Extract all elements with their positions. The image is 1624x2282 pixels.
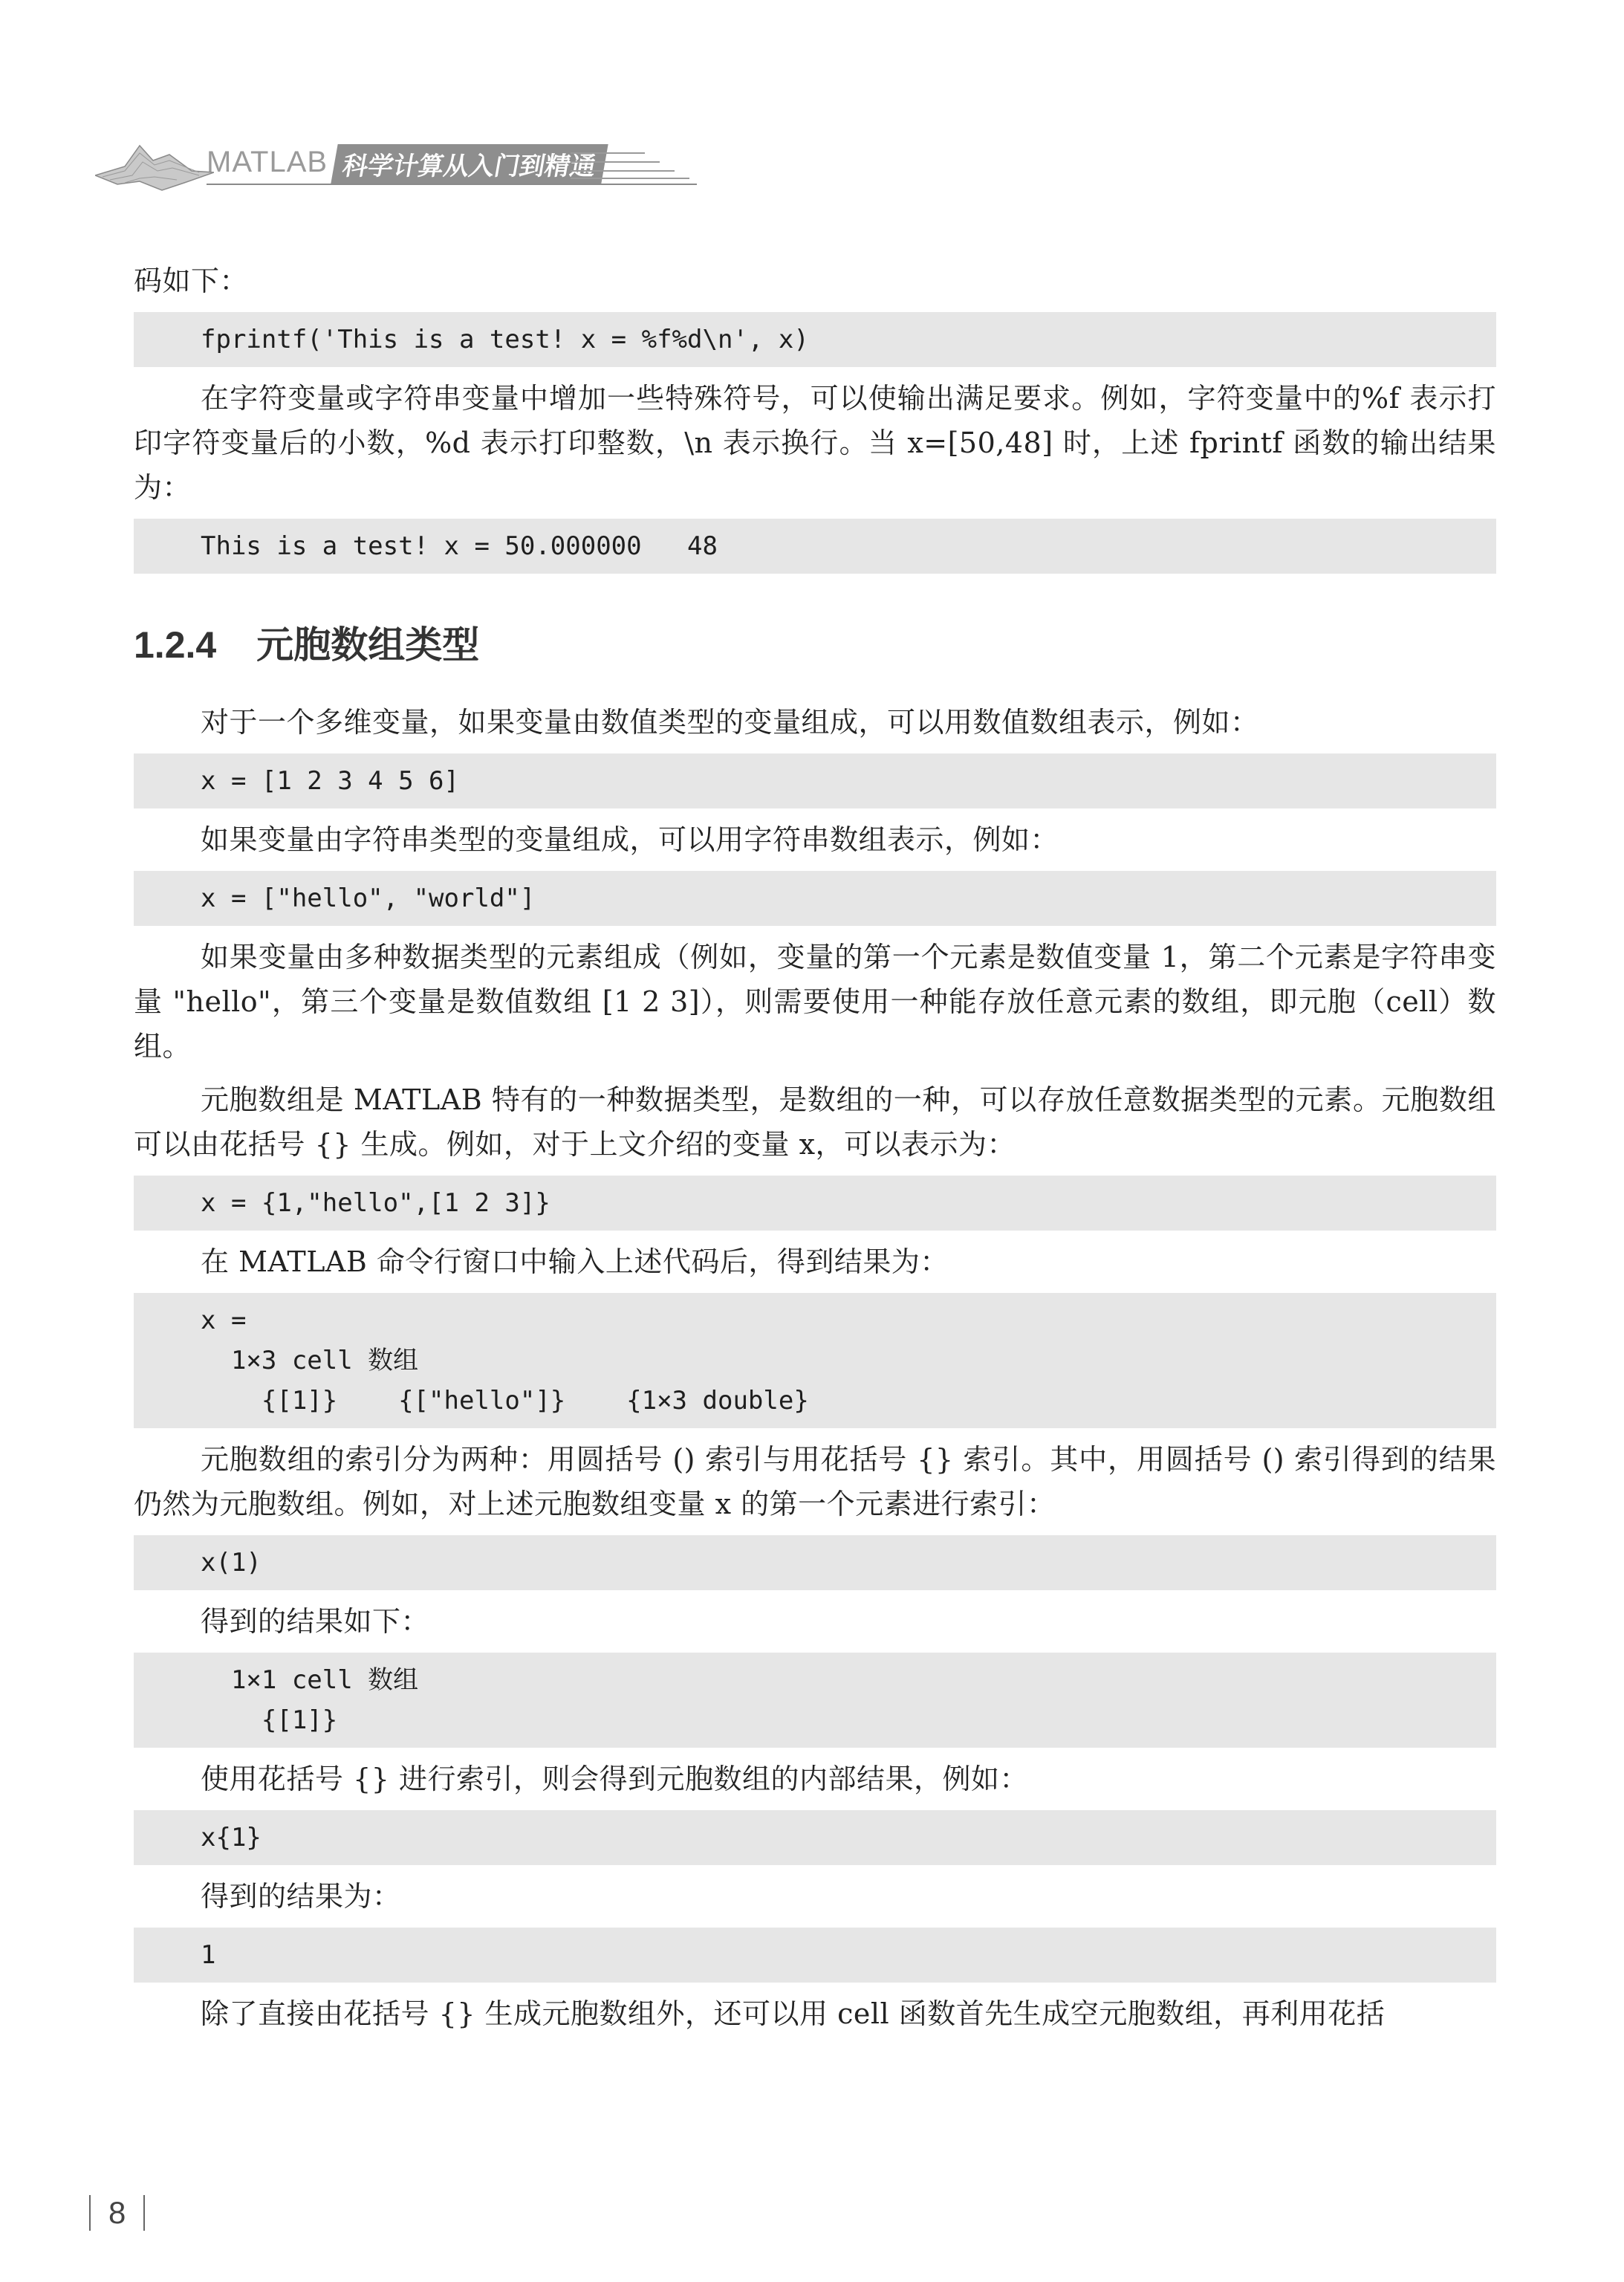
code-line: 1×1 cell 数组 (201, 1665, 419, 1695)
paragraph: 元胞数组的索引分为两种：用圆括号 () 索引与用花括号 {} 索引。其中，用圆括号 () 索引得到的结果仍然为元胞数组。例如，对上述元胞数组变量 x 的第一个元素进行索引： (134, 1443, 1496, 1520)
code-block (134, 1928, 1496, 1983)
header-rule-lines (95, 138, 697, 198)
page-content (134, 259, 1496, 2045)
paragraph: 在 MATLAB 命令行窗口中输入上述代码后，得到结果为： (201, 1245, 949, 1278)
paragraph: 在字符变量或字符串变量中增加一些特殊符号，可以使输出满足要求。例如，字符变量中的%f 表示打印字符变量后的小数，%d 表示打印整数，\n 表示换行。当 x=[50,48] 时，上述 fprintf 函数的输出结果为： (134, 382, 1496, 504)
paragraph: 如果变量由字符串类型的变量组成，可以用字符串数组表示，例如： (201, 823, 1059, 856)
section-title: 元胞数组类型 (256, 624, 480, 666)
code-block (134, 312, 1496, 367)
code-line: x = [1 2 3 4 5 6] (201, 766, 459, 796)
code-block (134, 1176, 1496, 1231)
header-brand: MATLAB (207, 146, 328, 178)
running-header (95, 138, 697, 198)
paragraph: 如果变量由多种数据类型的元素组成（例如，变量的第一个元素是数值变量 1，第二个元素是字符串变量 "hello"，第三个变量是数值数组 [1 2 3]），则需要使用一种能存放任意元素的数组，即元胞（cell）数组。 (134, 941, 1496, 1063)
code-line: x = (201, 1306, 247, 1335)
code-line: x = {1,"hello",[1 2 3]} (201, 1188, 550, 1218)
paragraph: 得到的结果为： (201, 1880, 401, 1913)
code-line: fprintf('This is a test! x = %f%d\n', x) (201, 325, 809, 354)
code-line: 1×3 cell 数组 (201, 1346, 419, 1375)
page-footer (89, 2191, 145, 2235)
section-number: 1.2.4 (134, 624, 217, 666)
code-block (134, 1653, 1496, 1748)
paragraph: 得到的结果如下： (201, 1605, 430, 1638)
footer-divider-left (89, 2195, 91, 2231)
paragraph: 使用花括号 {} 进行索引，则会得到元胞数组的内部结果，例如： (201, 1763, 1029, 1795)
paragraph: 对于一个多维变量，如果变量由数值类型的变量组成，可以用数值数组表示，例如： (201, 706, 1259, 739)
code-line: This is a test! x = 50.000000 48 (201, 531, 718, 561)
code-line: {[1]} {["hello"]} {1×3 double} (201, 1386, 809, 1416)
paragraph: 元胞数组是 MATLAB 特有的一种数据类型，是数组的一种，可以存放任意数据类型的元素。元胞数组可以由花括号 {} 生成。例如，对于上文介绍的变量 x，可以表示为： (134, 1083, 1496, 1161)
paragraph: 码如下： (134, 265, 249, 297)
page-number: 8 (108, 2195, 126, 2230)
code-block (134, 519, 1496, 574)
code-block (134, 1810, 1496, 1865)
paragraph: 除了直接由花括号 {} 生成元胞数组外，还可以用 cell 函数首先生成空元胞数组，再利用花括 (201, 1997, 1386, 2030)
code-block (134, 871, 1496, 926)
code-line: x = ["hello", "world"] (201, 884, 536, 913)
section-heading (134, 623, 1496, 667)
code-block (134, 1535, 1496, 1590)
code-block (134, 753, 1496, 808)
code-line: {[1]} (201, 1705, 338, 1735)
header-title: 科学计算从入门到精通 (331, 144, 608, 184)
code-line: x(1) (201, 1548, 262, 1578)
code-line: x{1} (201, 1823, 262, 1852)
code-block (134, 1293, 1496, 1428)
code-line: 1 (201, 1940, 216, 1970)
footer-divider-right (143, 2195, 145, 2231)
